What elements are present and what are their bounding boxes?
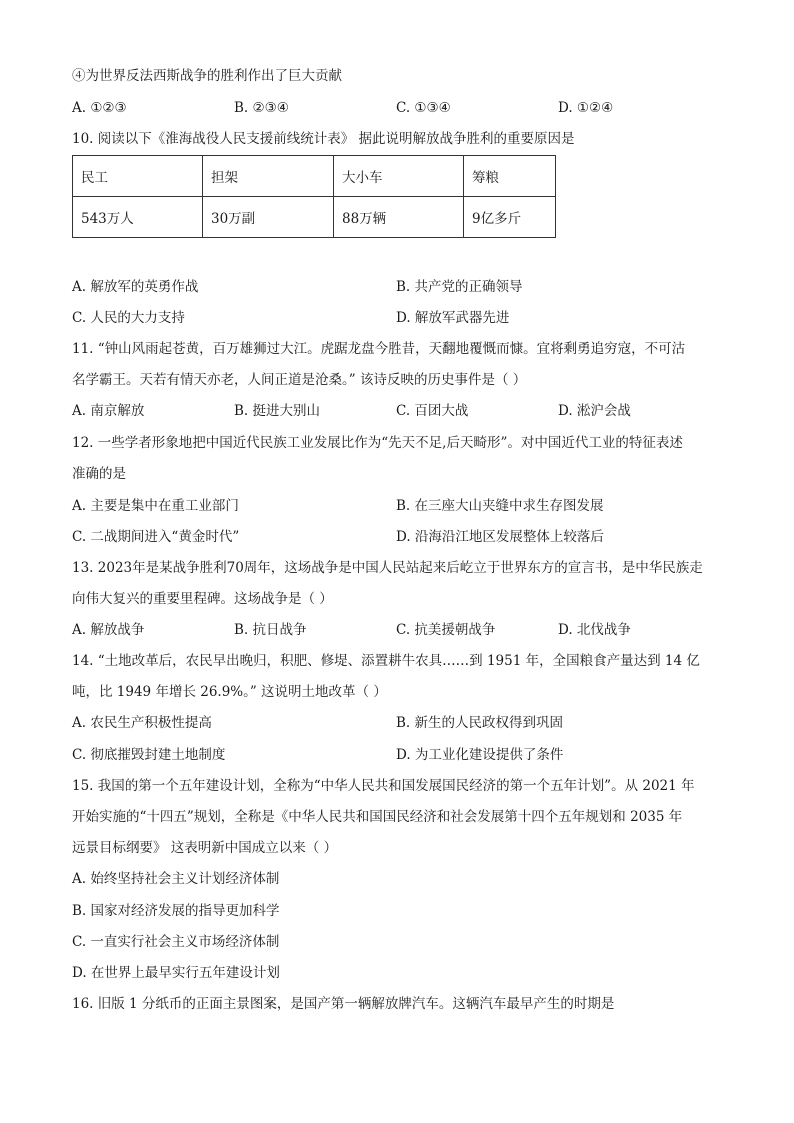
q11-option-d: D. 淞沪会战	[558, 403, 631, 419]
q15-stem-line-2: 开始实施的“十四五”规划，全称是《中华人民共和国国民经济和社会发展第十四个五年规划和 2035 年	[72, 809, 683, 825]
table-row	[73, 197, 556, 238]
table-cell: 9亿多斤	[464, 197, 556, 238]
q9-option-b: B. ②③④	[234, 100, 289, 116]
q13-option-b: B. 抗日战争	[234, 622, 307, 638]
q14-option-b: B. 新生的人民政权得到巩固	[396, 715, 564, 731]
table-header-cell: 担架	[203, 156, 334, 197]
q15-option-d: D. 在世界上最早实行五年建设计划	[72, 965, 280, 981]
q11-option-c: C. 百团大战	[396, 403, 469, 419]
q12-option-a: A. 主要是集中在重工业部门	[72, 498, 239, 514]
table-cell: 543万人	[73, 197, 203, 238]
table-header-cell: 民工	[73, 156, 203, 197]
q14-option-c: C. 彻底摧毁封建土地制度	[72, 747, 226, 763]
q12-option-c: C. 二战期间进入“黄金时代”	[72, 529, 240, 545]
q9-option-a: A. ①②③	[72, 100, 127, 116]
q15-stem-line-1: 15. 我国的第一个五年建设计划，全称为“中华人民共和国发展国民经济的第一个五年计划”。从 2021 年	[72, 778, 695, 794]
q11-stem-line-1: 11. “钟山风雨起苍黄，百万雄狮过大江。虎踞龙盘今胜昔，天翻地覆慨而慷。宜将剩勇追穷寇，不可沽	[72, 341, 686, 357]
q13-option-d: D. 北伐战争	[558, 622, 631, 638]
q10-option-c: C. 人民的大力支持	[72, 310, 185, 326]
table-row	[73, 156, 556, 197]
q14-stem-line-1: 14. “土地改革后，农民早出晚归，积肥、修堤、添置耕牛农具……到 1951 年，全国粮食产量达到 14 亿	[72, 653, 700, 669]
q16-stem: 16. 旧版 1 分纸币的正面主景图案，是国产第一辆解放牌汽车。这辆汽车最早产生的时期是	[72, 996, 615, 1012]
q9-item-4: ④为世界反法西斯战争的胜利作出了巨大贡献	[72, 68, 342, 84]
q13-option-c: C. 抗美援朝战争	[396, 622, 496, 638]
q11-option-b: B. 挺进大别山	[234, 403, 321, 419]
q10-option-b: B. 共产党的正确领导	[396, 279, 523, 295]
q15-option-c: C. 一直实行社会主义市场经济体制	[72, 934, 280, 950]
q13-stem-line-2: 向伟大复兴的重要里程碑。这场战争是（ ）	[72, 591, 333, 607]
support-statistics-table	[72, 155, 556, 238]
q12-stem-line-2: 准确的是	[72, 466, 126, 482]
q12-stem-line-1: 12. 一些学者形象地把中国近代民族工业发展比作为“先天不足,后天畸形”。对中国近代工业的特征表述	[72, 435, 683, 451]
q14-stem-line-2: 吨，比 1949 年增长 26.9%。” 这说明土地改革（ ）	[72, 684, 387, 700]
table-header-cell: 筹粮	[464, 156, 556, 197]
q10-option-a: A. 解放军的英勇作战	[72, 279, 199, 295]
q9-option-c: C. ①③④	[396, 100, 451, 116]
table-cell: 30万副	[203, 197, 334, 238]
q13-stem-line-1: 13. 2023年是某战争胜利70周年，这场战争是中国人民站起来后屹立于世界东方的宣言书，是中华民族走	[72, 560, 703, 576]
q14-option-d: D. 为工业化建设提供了条件	[396, 747, 564, 763]
q15-option-b: B. 国家对经济发展的指导更加科学	[72, 903, 280, 919]
q12-option-d: D. 沿海沿江地区发展整体上较落后	[396, 529, 604, 545]
q11-stem-line-2: 名学霸王。天若有情天亦老，人间正道是沧桑。” 该诗反映的历史事件是（ ）	[72, 372, 527, 388]
q13-option-a: A. 解放战争	[72, 622, 145, 638]
q15-option-a: A. 始终坚持社会主义计划经济体制	[72, 871, 280, 887]
table-header-cell: 大小车	[334, 156, 464, 197]
q14-option-a: A. 农民生产积极性提高	[72, 715, 212, 731]
q10-stem: 10. 阅读以下《淮海战役人民支援前线统计表》 据此说明解放战争胜利的重要原因是	[72, 131, 575, 147]
q15-stem-line-3: 远景目标纲要》 这表明新中国成立以来（ ）	[72, 840, 338, 856]
table-cell: 88万辆	[334, 197, 464, 238]
q10-option-d: D. 解放军武器先进	[396, 310, 510, 326]
q12-option-b: B. 在三座大山夹缝中求生存图发展	[396, 498, 604, 514]
q11-option-a: A. 南京解放	[72, 403, 145, 419]
q9-option-d: D. ①②④	[558, 100, 614, 116]
